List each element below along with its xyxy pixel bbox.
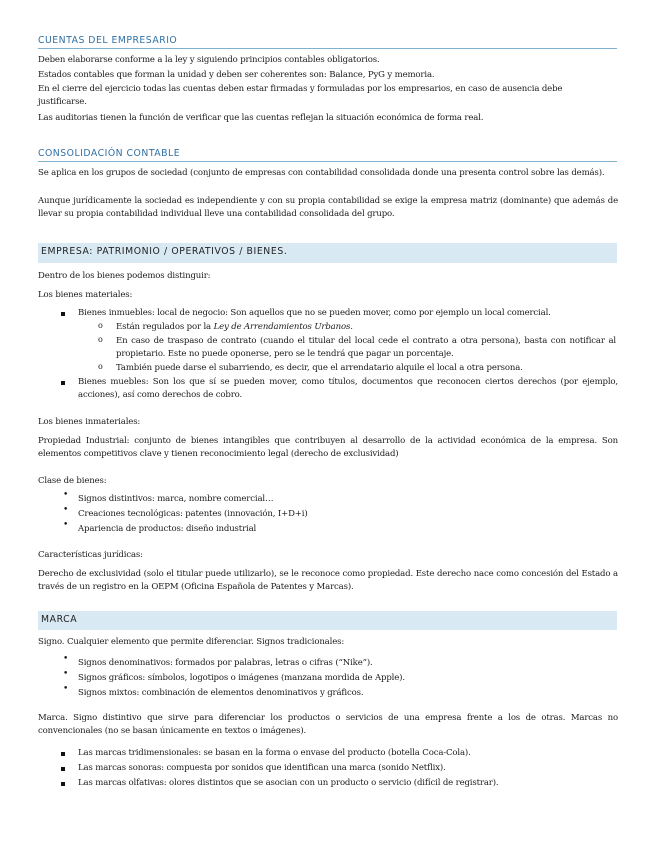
sub-item-ley — [116, 321, 616, 334]
caracteristicas-label: Características jurídicas: — [38, 550, 143, 560]
heading-cuentas: CUENTAS DEL EMPRESARIO — [38, 35, 617, 49]
heading-consolidacion: CONSOLIDACIÓN CONTABLE — [38, 148, 617, 162]
s1-line-1: Deben elaborarse conforme a la ley y siguiendo principios contables obligatorios. — [38, 55, 380, 65]
marca-item: Las marcas tridimensionales: se basan en la forma o envase del producto (botella Coca-Cola). — [78, 748, 471, 758]
s2-paragraph-1: Se aplica en los grupos de sociedad (conjunto de empresas con contabilidad consolidada donde una presenta control sobre las demás). — [38, 168, 605, 178]
list-item-muebles: Bienes muebles: Son los que sí se pueden mover, como títulos, documentos que reconocen ciertos derechos (por ejemplo, acciones), así como derechos de cobro. — [78, 377, 618, 400]
marca-definicion: Marca. Signo distintivo que sirve para diferenciar los productos o servicios de una empresa frente a los de otras. Marcas no convencionales (no se basan únicamente en textos o imágenes). — [38, 713, 618, 736]
sub-item-traspaso: En caso de traspaso de contrato (cuando el titular del local cede el contrato a otra persona), basta con notificar al propietario. Este no puede oponerse, pero se le tendrá que pagar un porcentaje. — [116, 336, 616, 359]
ley-arrendamientos: Ley de Arrendamientos Urbanos — [213, 322, 351, 332]
marca-item: Las marcas olfativas: olores distintos que se asocian con un producto o servicio (difícil de registrar). — [78, 778, 499, 788]
bienes-materiales-label: Los bienes materiales: — [38, 290, 133, 300]
clase-item: Creaciones tecnológicas: patentes (innovación, I+D+i) — [78, 509, 308, 519]
s2-paragraph-2: Aunque jurídicamente la sociedad es independiente y con su propia contabilidad se exige la empresa matriz (dominante) que además de llevar su propia contabilidad individual lleve una contabilidad consolidada del grupo. — [38, 196, 618, 219]
bullet-circle: o — [98, 362, 103, 371]
bullet-square — [61, 752, 65, 756]
bullet-circle: o — [98, 321, 103, 330]
derecho-exclusividad: Derecho de exclusividad (solo el titular puede utilizarlo), se le reconoce como propiedad. Este derecho nace como concesión del Estado a través de un registro en la OEPM (Oficina Española de Patentes y Marcas). — [38, 569, 618, 592]
clase-bienes-label: Clase de bienes: — [38, 476, 107, 486]
clase-item: Apariencia de productos: diseño industrial — [78, 524, 257, 534]
list-item-inmuebles: Bienes inmuebles: local de negocio: Son aquellos que no se pueden mover, como por ejemplo un local comercial. — [78, 308, 551, 318]
signo-item: Signos mixtos: combinación de elementos denominativos y gráficos. — [78, 688, 364, 698]
bullet-dot: • — [63, 490, 69, 500]
bienes-intro: Dentro de los bienes podemos distinguir: — [38, 271, 211, 281]
marca-item: Las marcas sonoras: compuesta por sonidos que identifican una marca (sonido Netflix). — [78, 763, 446, 773]
heading-empresa: EMPRESA: PATRIMONIO / OPERATIVOS / BIENES. — [38, 243, 617, 263]
bullet-circle: o — [98, 335, 103, 344]
bullet-dot: • — [63, 520, 69, 530]
bienes-inmateriales-label: Los bienes inmateriales: — [38, 417, 141, 427]
bullet-dot: • — [63, 505, 69, 515]
sub-item-ley-pre: Están regulados por la — [116, 322, 214, 332]
bullet-square — [61, 767, 65, 771]
s1-line-3: En el cierre del ejercicio todas las cuentas deben estar firmadas y formuladas por los empresarios, en caso de ausencia debe justificarse. — [38, 84, 563, 107]
bullet-square — [61, 312, 65, 316]
propiedad-industrial: Propiedad Industrial: conjunto de bienes intangibles que contribuyen al desarrollo de la actividad económica de la empresa. Son elementos competitivos clave y tienen reconocimiento legal (derecho de exclusividad) — [38, 436, 618, 459]
bullet-square — [61, 782, 65, 786]
heading-marca: MARCA — [38, 611, 617, 630]
bullet-dot: • — [63, 669, 69, 679]
sub-item-ley-post: . — [350, 322, 353, 332]
signo-item: Signos denominativos: formados por palabras, letras o cifras (“Nike”). — [78, 658, 373, 668]
bullet-dot: • — [63, 654, 69, 664]
clase-item: Signos distintivos: marca, nombre comercial… — [78, 494, 274, 504]
sub-item-subarriendo: También puede darse el subarriendo, es decir, que el arrendatario alquile el local a otra persona. — [116, 363, 523, 373]
signo-item: Signos gráficos: símbolos, logotipos o imágenes (manzana mordida de Apple). — [78, 673, 405, 683]
s1-line-2: Estados contables que forman la unidad y deben ser coherentes son: Balance, PyG y memoria. — [38, 70, 435, 80]
bullet-dot: • — [63, 684, 69, 694]
signo-intro: Signo. Cualquier elemento que permite diferenciar. Signos tradicionales: — [38, 637, 345, 647]
s1-line-4: Las auditorias tienen la función de verificar que las cuentas reflejan la situación económica de forma real. — [38, 113, 484, 123]
bullet-square — [61, 381, 65, 385]
